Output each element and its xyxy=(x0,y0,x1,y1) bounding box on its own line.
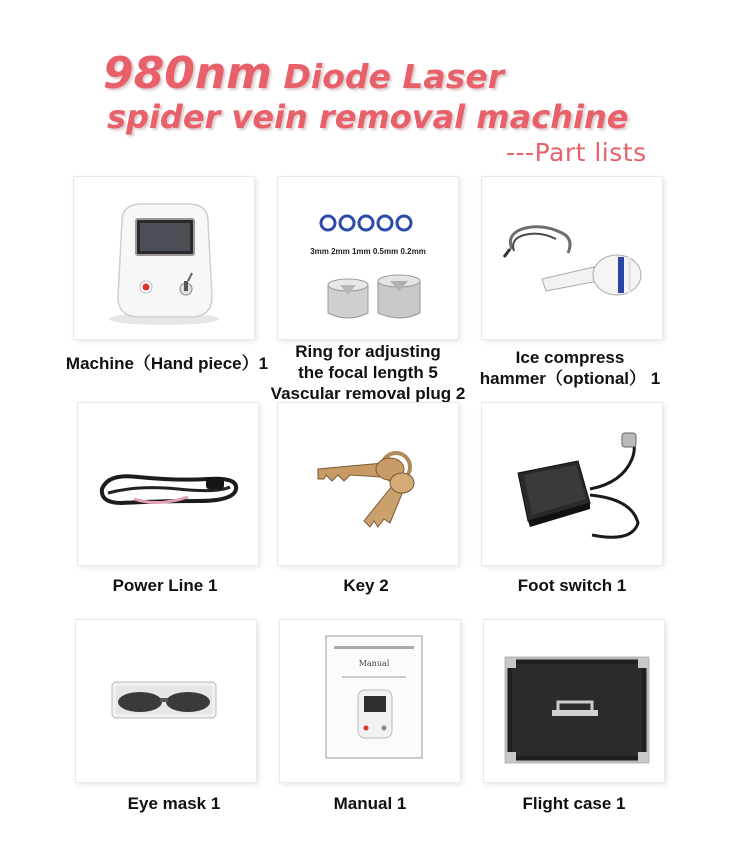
title-line-1 xyxy=(103,48,504,99)
power-cable-icon xyxy=(78,403,258,565)
caption-key: Key 2 xyxy=(343,576,389,595)
caption-ice-hammer xyxy=(440,347,700,389)
caption-rings-line-3: Vascular removal plug 2 xyxy=(270,384,466,403)
title-wavelength: 980nm xyxy=(103,48,273,99)
laser-machine-icon xyxy=(74,177,254,339)
caption-rings-line-2: the focal length 5 xyxy=(298,363,438,382)
ring-sizes-label: 3mm 2mm 1mm 0.5mm 0.2mm xyxy=(310,247,426,256)
title-line-2: spider vein removal machine xyxy=(107,98,629,136)
item-ice-hammer-photo xyxy=(482,177,662,339)
item-flight-case-photo xyxy=(484,620,664,782)
item-foot-switch-photo xyxy=(482,403,662,565)
caption-foot-switch: Foot switch 1 xyxy=(517,576,627,595)
caption-ice-hammer-line-1: Ice compress xyxy=(515,348,625,367)
manual-cover-title: Manual xyxy=(358,659,390,668)
item-key-photo xyxy=(278,403,458,565)
item-manual-photo xyxy=(280,620,460,782)
title-product: Diode Laser xyxy=(283,57,504,96)
part-lists-subtitle: ---Part lists xyxy=(506,138,647,167)
foot-pedal-icon xyxy=(482,403,662,565)
item-rings-photo xyxy=(278,177,458,339)
item-machine-photo xyxy=(74,177,254,339)
flight-case-icon xyxy=(484,620,664,782)
caption-power-line: Power Line 1 xyxy=(112,576,218,595)
item-power-line-photo xyxy=(78,403,258,565)
caption-ice-hammer-line-2: hammer（optional） 1 xyxy=(479,369,661,388)
focal-rings-icon xyxy=(278,177,458,339)
caption-machine: Machine（Hand piece）1 xyxy=(65,354,269,373)
caption-flight-case: Flight case 1 xyxy=(522,794,626,813)
item-eye-mask-photo xyxy=(76,620,256,782)
ice-compress-hammer-icon xyxy=(482,177,662,339)
caption-manual: Manual 1 xyxy=(333,794,407,813)
caption-rings-line-1: Ring for adjusting xyxy=(295,342,441,361)
caption-eye-mask: Eye mask 1 xyxy=(127,794,221,813)
manual-booklet-icon xyxy=(280,620,460,782)
keys-icon xyxy=(278,403,458,565)
safety-goggles-icon xyxy=(76,620,256,782)
